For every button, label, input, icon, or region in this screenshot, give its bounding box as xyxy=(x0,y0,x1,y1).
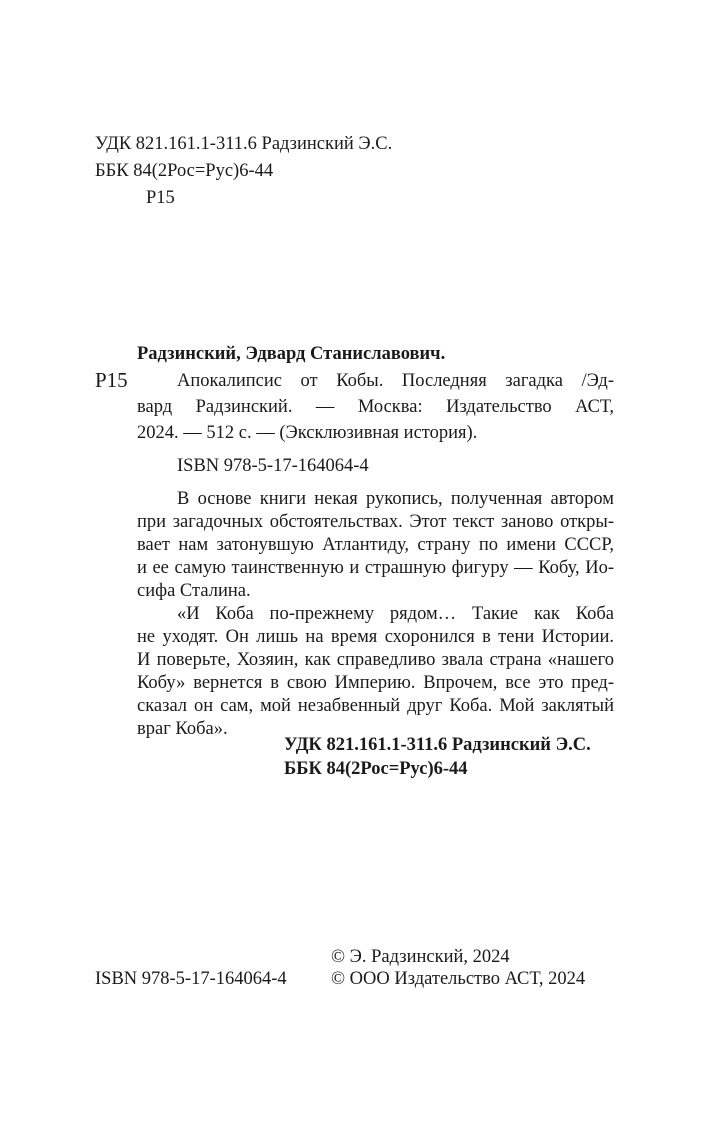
card-title-line-3: 2024. — 512 с. — (Эксклюзивная история). xyxy=(137,423,478,443)
footer-isbn: ISBN 978-5-17-164064-4 xyxy=(95,969,287,989)
top-bbk: ББК 84(2Рос=Рус)6-44 xyxy=(95,161,274,181)
annotation-line-3: вает нам затонувшую Атлантиду, страну по имени СССР, xyxy=(137,535,614,555)
annotation-line-2: при загадочных обстоятельствах. Этот текст заново откры- xyxy=(137,512,614,532)
annotation-line-4: и ее самую таинственную и страшную фигуру — Кобу, Ио- xyxy=(137,558,614,578)
card-bbk: ББК 84(2Рос=Рус)6-44 xyxy=(284,759,468,779)
annotation-line-6: «И Коба по-прежнему рядом… Такие как Коба xyxy=(177,604,614,624)
card-udk: УДК 821.161.1-311.6 Радзинский Э.С. xyxy=(284,735,591,755)
copyright-author: © Э. Радзинский, 2024 xyxy=(331,947,510,967)
annotation-line-1: В основе книги некая рукопись, полученная автором xyxy=(177,489,614,509)
annotation-line-5: сифа Сталина. xyxy=(137,581,251,601)
card-title-line-2: вард Радзинский. — Москва: Издательство АСТ, xyxy=(137,397,614,417)
card-author-code: Р15 xyxy=(95,368,128,392)
top-udk: УДК 821.161.1-311.6 Радзинский Э.С. xyxy=(95,134,393,154)
card-author: Радзинский, Эдвард Станиславович. xyxy=(137,344,446,364)
annotation-line-7: не уходят. Он лишь на время схоронился в тени Истории. xyxy=(137,627,614,647)
annotation-line-10: сказал он сам, мой незабвенный друг Коба. Мой заклятый xyxy=(137,696,614,716)
top-author-code: Р15 xyxy=(146,188,175,208)
copyright-publisher: © ООО Издательство АСТ, 2024 xyxy=(331,969,586,989)
annotation-line-8: И поверьте, Хозяин, как справедливо звала страна «нашего xyxy=(137,650,614,670)
annotation-line-9: Кобу» вернется в свою Империю. Впрочем, все это пред- xyxy=(137,673,614,693)
card-isbn: ISBN 978-5-17-164064-4 xyxy=(177,456,369,476)
annotation-line-11: враг Коба». xyxy=(137,719,228,739)
card-title-line-1: Апокалипсис от Кобы. Последняя загадка /Эд- xyxy=(177,371,614,391)
